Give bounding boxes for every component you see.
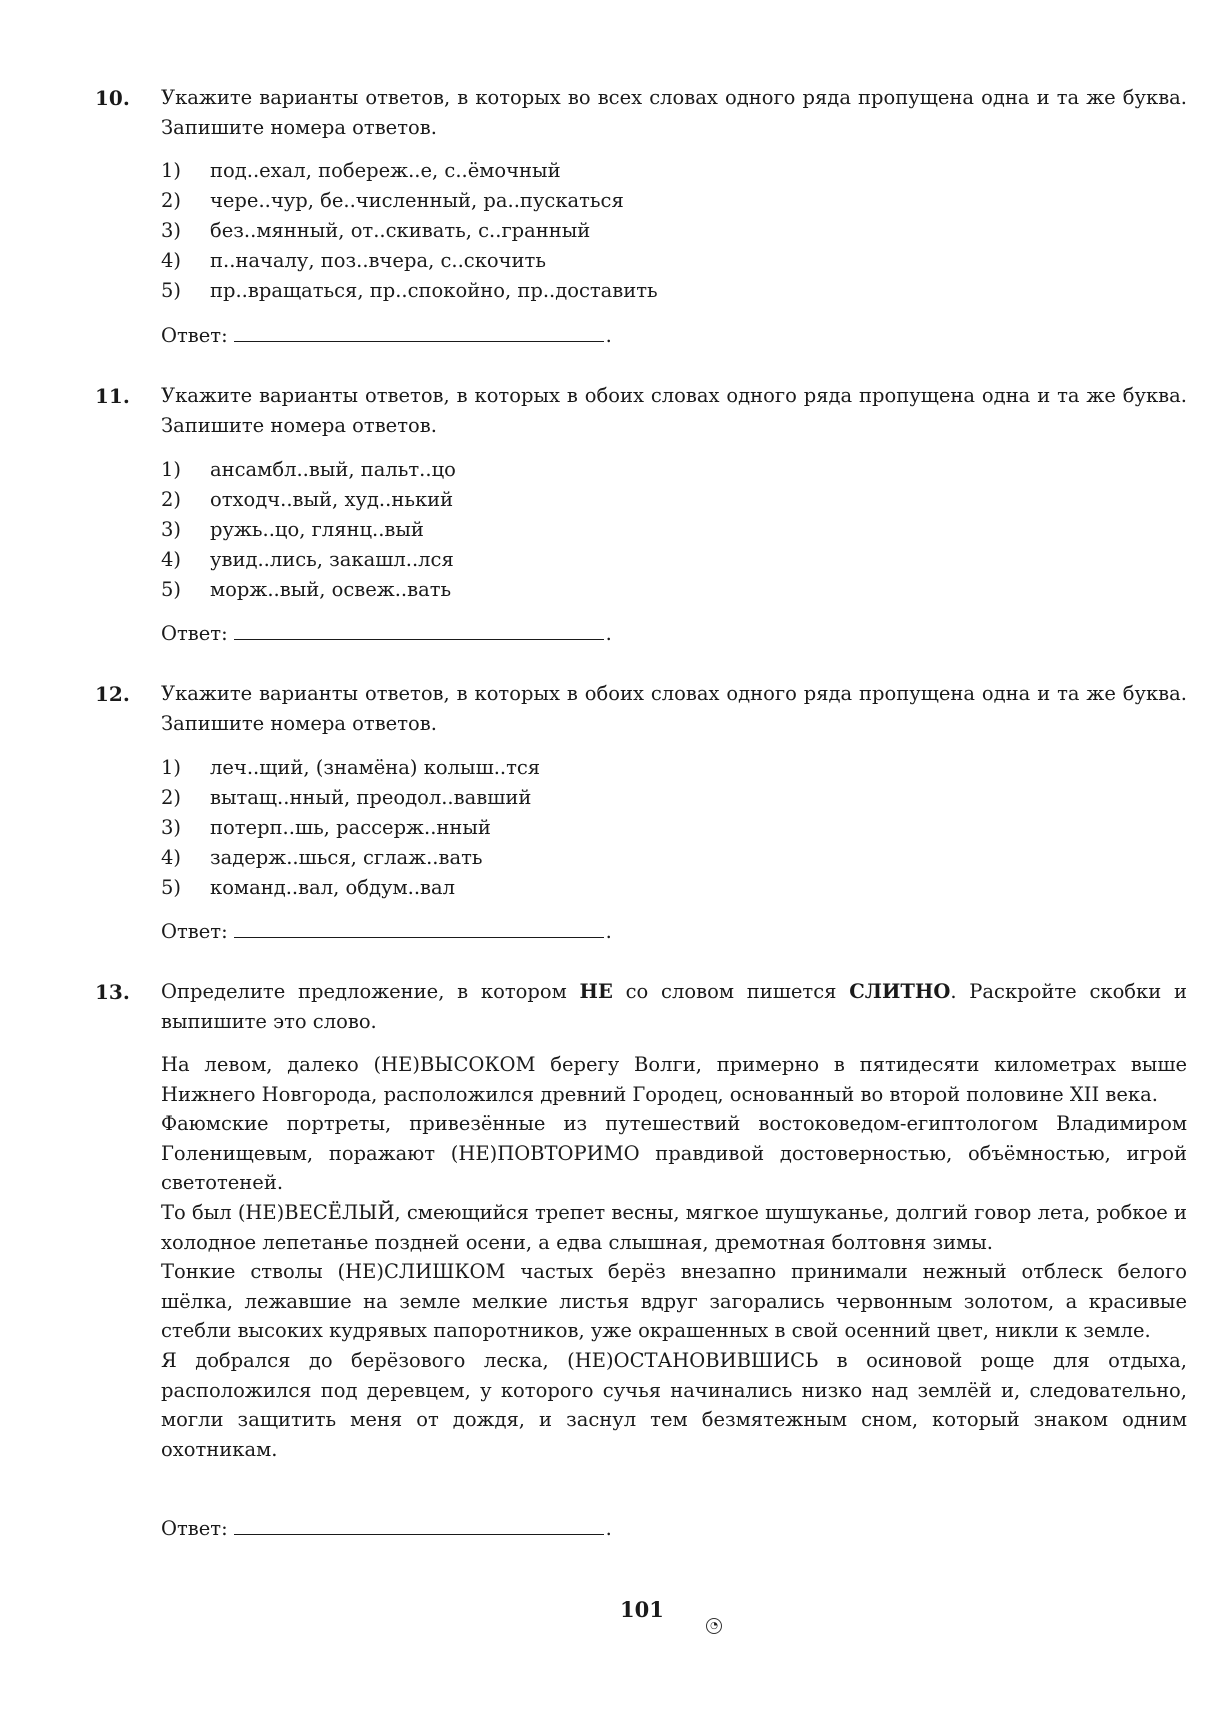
- instruction-emphasis: СЛИТНО: [849, 980, 951, 1003]
- option-text: чере..чур, бе..численный, ра..пускаться: [210, 189, 624, 212]
- option-number: 5): [161, 876, 182, 899]
- instruction-text: Определите предложение, в котором: [161, 980, 580, 1003]
- option-text: отходч..вый, худ..нький: [210, 488, 454, 511]
- option-number: 3): [161, 816, 182, 839]
- option-number: 4): [161, 548, 182, 571]
- option-text: без..мянный, от..скивать, с..гранный: [210, 219, 591, 242]
- sentence: Я добрался до берёзового леска, (НЕ)ОСТАНОВИВШИСЬ в осиновой роще для отдыха, расположился под деревцем, у которого сучья начинались низко над землёй и, следовательно, могли защитить меня от дождя, и заснул тем безмятежным сном, который знаком одним охотникам.: [161, 1348, 1187, 1461]
- instruction-text: со словом пишется: [612, 980, 850, 1003]
- answer-blank[interactable]: [234, 1514, 604, 1535]
- option-list: [161, 753, 540, 903]
- option-item: [161, 246, 658, 276]
- option-item: [161, 276, 658, 306]
- answer-blank[interactable]: [234, 917, 604, 938]
- instruction-emphasis: НЕ: [579, 980, 613, 1003]
- option-number: 3): [161, 518, 182, 541]
- option-text: команд..вал, обдум..вал: [210, 876, 456, 899]
- option-text: леч..щий, (знамёна) колыш..тся: [210, 756, 541, 779]
- option-number: 4): [161, 846, 182, 869]
- option-number: 5): [161, 279, 182, 302]
- answer-row: Ответ: .: [161, 917, 612, 947]
- option-item: [161, 186, 658, 216]
- option-text: задерж..шься, сглаж..вать: [210, 846, 483, 869]
- option-text: вытащ..нный, преодол..вавший: [210, 786, 532, 809]
- option-item: [161, 515, 456, 545]
- option-text: пр..вращаться, пр..спокойно, пр..доставить: [210, 279, 658, 302]
- task-instruction: Укажите варианты ответов, в которых в обоих словах одного ряда пропущена одна и та же буква. Запишите номера ответов.: [161, 384, 1187, 437]
- option-item: [161, 873, 540, 903]
- instruction-text: . Раскройте скобки и выпишите это слово.: [161, 980, 1187, 1033]
- answer-label: Ответ:: [161, 622, 228, 645]
- sentence: То был (НЕ)ВЕСЁЛЫЙ, смеющийся трепет весны, мягкое шушуканье, долгий говор лета, робкое и холодное лепетанье поздней осени, а едва слышная, дремотная болтовня зимы.: [161, 1200, 1187, 1254]
- option-item: [161, 753, 540, 783]
- option-list: [161, 156, 658, 306]
- option-number: 1): [161, 159, 182, 182]
- option-item: [161, 455, 456, 485]
- answer-blank[interactable]: [234, 321, 604, 342]
- option-text: п..началу, поз..вчера, с..скочить: [210, 249, 546, 272]
- option-list: [161, 455, 456, 605]
- task-number: 10.: [95, 86, 130, 110]
- circled-mark-icon: ◔: [706, 1618, 722, 1634]
- answer-label: Ответ:: [161, 920, 228, 943]
- option-text: ружь..цо, глянц..вый: [210, 518, 424, 541]
- task-number: 12.: [95, 682, 130, 706]
- option-text: ансамбл..вый, пальт..цо: [210, 458, 456, 481]
- answer-blank[interactable]: [234, 619, 604, 640]
- answer-label: Ответ:: [161, 324, 228, 347]
- task-instruction: Укажите варианты ответов, в которых в обоих словах одного ряда пропущена одна и та же буква. Запишите номера ответов.: [161, 682, 1187, 735]
- option-item: [161, 216, 658, 246]
- option-number: 2): [161, 189, 182, 212]
- sentence: На левом, далеко (НЕ)ВЫСОКОМ берегу Волги, примерно в пятидесяти километрах выше Нижнего Новгорода, расположился древний Городец, основанный во второй половине XII века.: [161, 1053, 1187, 1106]
- option-item: [161, 485, 456, 515]
- option-item: [161, 575, 456, 605]
- option-text: морж..вый, освеж..вать: [210, 578, 452, 601]
- answer-row: Ответ: .: [161, 619, 612, 649]
- option-text: увид..лись, закашл..лся: [210, 548, 454, 571]
- sentence-list: [161, 1050, 1187, 1464]
- answer-row: Ответ: .: [161, 1514, 612, 1544]
- option-item: [161, 156, 658, 186]
- option-number: 2): [161, 786, 182, 809]
- option-number: 5): [161, 578, 182, 601]
- option-number: 2): [161, 488, 182, 511]
- page-number: 101: [620, 1597, 664, 1622]
- option-item: [161, 545, 456, 575]
- option-item: [161, 813, 540, 843]
- option-number: 4): [161, 249, 182, 272]
- task-instruction: [161, 977, 1187, 1037]
- option-number: 1): [161, 756, 182, 779]
- answer-label: Ответ:: [161, 1517, 228, 1540]
- sentence: Тонкие стволы (НЕ)СЛИШКОМ частых берёз внезапно принимали нежный отблеск белого шёлка, лежавшие на земле мелкие листья вдруг загорались червонным золотом, а красивые стебли высоких кудрявых папоротников, уже окрашенных в свой осенний цвет, никли к земле.: [161, 1260, 1187, 1343]
- sentence: Фаюмские портреты, привезённые из путешествий востоковедом-египтологом Владимиром Голенищевым, поражают (НЕ)ПОВТОРИМО правдивой достоверностью, объёмностью, игрой светотеней.: [161, 1112, 1187, 1195]
- option-number: 3): [161, 219, 182, 242]
- option-text: потерп..шь, рассерж..нный: [210, 816, 491, 839]
- option-item: [161, 843, 540, 873]
- answer-row: Ответ: .: [161, 321, 612, 351]
- task-number: 11.: [95, 384, 130, 408]
- option-text: под..ехал, побереж..е, с..ёмочный: [210, 159, 561, 182]
- option-item: [161, 783, 540, 813]
- task-instruction: Укажите варианты ответов, в которых во всех словах одного ряда пропущена одна и та же буква. Запишите номера ответов.: [161, 86, 1187, 139]
- option-number: 1): [161, 458, 182, 481]
- task-number: 13.: [95, 980, 130, 1004]
